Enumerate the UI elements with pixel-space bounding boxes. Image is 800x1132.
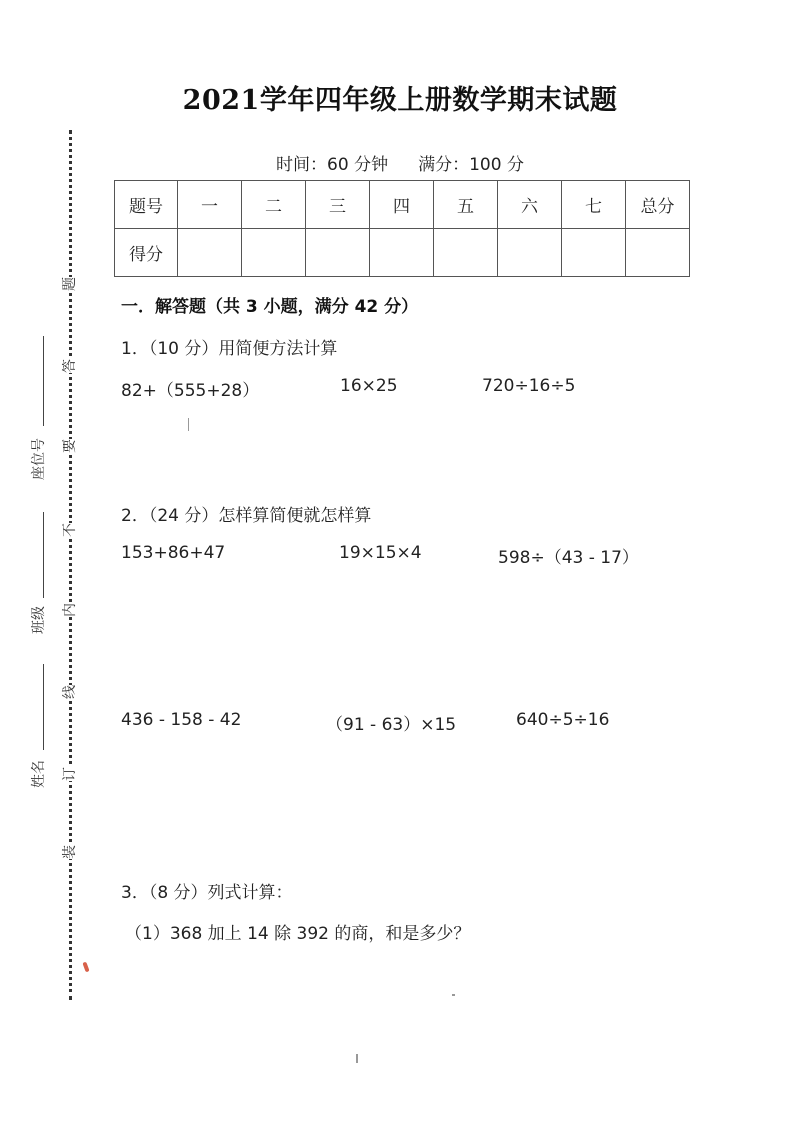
score-table-header-cell: 一 bbox=[178, 181, 242, 229]
q2-expression: 436 - 158 - 42 bbox=[121, 710, 242, 730]
binding-char-zhuang: 装 bbox=[57, 845, 81, 859]
score-table-header-cell: 六 bbox=[498, 181, 562, 229]
scan-speck bbox=[188, 418, 189, 431]
score-cell[interactable] bbox=[242, 229, 306, 277]
score-table-header-cell: 二 bbox=[242, 181, 306, 229]
section-heading: 一．解答题（共 3 小题，满分 42 分） bbox=[121, 297, 419, 317]
exam-full-score: 满分：100 分 bbox=[418, 155, 524, 175]
page-title: 2021学年四年级上册数学期末试题 bbox=[182, 85, 618, 116]
score-cell[interactable] bbox=[178, 229, 242, 277]
score-cell[interactable] bbox=[498, 229, 562, 277]
q2-expression: 19×15×4 bbox=[339, 543, 422, 563]
q1-expression: 82+（555+28） bbox=[121, 381, 260, 401]
binding-char-bu: 不 bbox=[57, 523, 81, 537]
q2-expression: 640÷5÷16 bbox=[516, 710, 610, 730]
score-table-header-cell: 总分 bbox=[626, 181, 690, 229]
q1-expression: 720÷16÷5 bbox=[482, 376, 576, 396]
binding-char-xian: 线 bbox=[57, 685, 81, 699]
binding-char-nei: 内 bbox=[57, 603, 81, 617]
score-table-header-cell: 七 bbox=[562, 181, 626, 229]
score-table-header-cell: 题号 bbox=[115, 181, 178, 229]
score-cell[interactable] bbox=[370, 229, 434, 277]
score-table-header-row bbox=[115, 181, 690, 229]
score-cell[interactable] bbox=[562, 229, 626, 277]
score-cell[interactable] bbox=[626, 229, 690, 277]
binding-char-ding: 订 bbox=[57, 767, 81, 781]
binding-dotted-line bbox=[69, 130, 72, 1000]
name-line[interactable] bbox=[43, 664, 44, 750]
name-label: 姓名 bbox=[31, 760, 47, 788]
seat-number-line[interactable] bbox=[43, 336, 44, 426]
score-cell[interactable] bbox=[306, 229, 370, 277]
score-row-label: 得分 bbox=[115, 229, 178, 277]
q2-expression: （91 - 63）×15 bbox=[326, 715, 457, 735]
question-2-title: 2．（24 分）怎样算简便就怎样算 bbox=[121, 506, 372, 526]
binding-char-da: 答 bbox=[57, 359, 81, 373]
q1-expression: 16×25 bbox=[340, 376, 398, 396]
binding-char-yao: 要 bbox=[57, 439, 81, 453]
question-3-title: 3．（8 分）列式计算： bbox=[121, 883, 293, 903]
scan-speck bbox=[452, 994, 455, 996]
question-1-title: 1．（10 分）用简便方法计算 bbox=[121, 339, 338, 359]
binding-char-ti: 题 bbox=[57, 277, 81, 291]
score-table-score-row bbox=[115, 229, 690, 277]
q2-expression: 153+86+47 bbox=[121, 543, 226, 563]
score-table-header-cell: 五 bbox=[434, 181, 498, 229]
question-3-sub-1: （1）368 加上 14 除 392 的商，和是多少？ bbox=[125, 924, 471, 944]
score-table-header-cell: 四 bbox=[370, 181, 434, 229]
class-line[interactable] bbox=[43, 512, 44, 598]
seat-number-label: 座位号 bbox=[31, 438, 47, 480]
scan-speck bbox=[356, 1054, 358, 1063]
exam-time: 时间：60 分钟 bbox=[276, 155, 389, 175]
class-label: 班级 bbox=[31, 606, 47, 634]
score-cell[interactable] bbox=[434, 229, 498, 277]
q2-expression: 598÷（43 - 17） bbox=[498, 548, 639, 568]
score-table-header-cell: 三 bbox=[306, 181, 370, 229]
score-table bbox=[114, 180, 690, 277]
red-ink-mark bbox=[82, 962, 89, 973]
exam-meta bbox=[0, 150, 800, 175]
